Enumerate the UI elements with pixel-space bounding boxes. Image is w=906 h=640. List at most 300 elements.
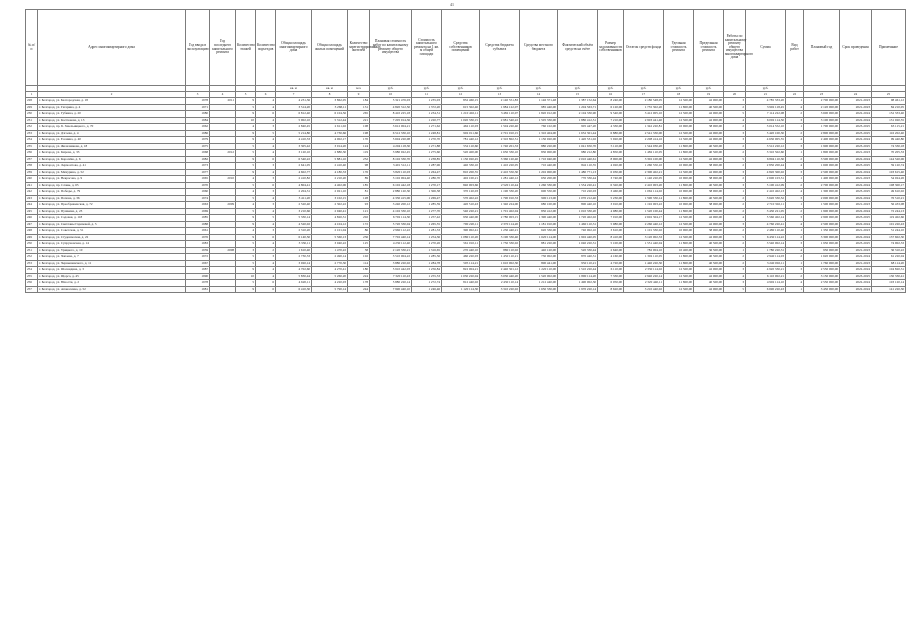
- address-cell: г. Белгород, ул. Светланы Горячевой, д. 5: [38, 221, 186, 228]
- table-cell: 1970: [186, 182, 210, 189]
- table-cell: 930 440,00: [442, 215, 480, 222]
- table-cell: 4: [256, 98, 276, 105]
- table-cell: 184: [348, 98, 370, 105]
- table-cell: 3 190 330,40: [480, 234, 520, 241]
- table-cell: 68 114,20: [872, 260, 906, 267]
- table-cell: 4 270,41: [312, 267, 348, 274]
- row-number-cell: 230: [26, 111, 38, 118]
- table-cell: 104 820,31: [872, 267, 906, 274]
- table-cell: 1 450 110,21: [480, 254, 520, 261]
- table-cell: 2022-2024: [840, 221, 872, 228]
- table-cell: 9: [236, 156, 256, 163]
- table-cell: 10 900,00: [664, 163, 694, 170]
- column-header: Остаток средств фонда: [624, 10, 664, 86]
- table-cell: 5 100 412,09: [746, 182, 786, 189]
- table-cell: 3 102 004,40: [370, 176, 412, 183]
- column-header: Предельная стоимость ремонта: [694, 10, 724, 86]
- page-number: 41: [450, 2, 454, 7]
- address-cell: г. Белгород, ул. Шаландина, д. 3: [38, 267, 186, 274]
- table-cell: 6 102 442,18: [370, 182, 412, 189]
- table-cell: 1986: [186, 130, 210, 137]
- table-cell: 5: [236, 208, 256, 215]
- table-cell: 1 372,20: [412, 104, 442, 111]
- table-cell: 1: [786, 260, 804, 267]
- table-cell: 4 850,00: [598, 150, 624, 157]
- table-cell: 1 254,36: [412, 234, 442, 241]
- table-cell: 3 401 512,11: [370, 163, 412, 170]
- table-cell: 2 410 402,13: [746, 189, 786, 196]
- table-cell: 1 600 000,00: [804, 163, 840, 170]
- table-cell: 3: [256, 254, 276, 261]
- table-cell: 124: [348, 143, 370, 150]
- table-cell: 462 110,03: [442, 124, 480, 131]
- row-number-cell: 251: [26, 247, 38, 254]
- table-cell: 144 520,06: [872, 156, 906, 163]
- table-cell: 5: [724, 286, 746, 293]
- table-cell: 172: [348, 221, 370, 228]
- column-number-cell: 13: [480, 92, 520, 98]
- table-cell: 1: [786, 150, 804, 157]
- table-cell: 4: [786, 280, 804, 287]
- table-cell: 2 021,10: [312, 189, 348, 196]
- table-cell: 1968: [186, 150, 210, 157]
- table-cell: 5: [236, 143, 256, 150]
- address-cell: г. Белгород, ул. Дзгоева, д. 4: [38, 130, 186, 137]
- table-cell: 6 110 002,21: [746, 273, 786, 280]
- table-cell: 2 940 220,14: [624, 273, 664, 280]
- table-cell: 108: [348, 124, 370, 131]
- table-cell: 2 210,20: [312, 176, 348, 183]
- table-header: [26, 10, 906, 98]
- column-number-cell: 1: [26, 92, 38, 98]
- column-header: Средства местного бюджета: [520, 10, 558, 86]
- table-cell: 3: [256, 163, 276, 170]
- table-cell: 6 140,50: [276, 234, 312, 241]
- table-cell: 4 920 330,21: [746, 267, 786, 274]
- table-cell: 6: [256, 280, 276, 287]
- unit-cell: чел.: [348, 86, 370, 92]
- table-cell: 2: [724, 202, 746, 209]
- column-header: Плановый год: [804, 10, 840, 86]
- table-cell: 3 610,00: [598, 228, 624, 235]
- table-cell: 4 231,36: [276, 98, 312, 105]
- table-cell: 6: [256, 111, 276, 118]
- table-cell: 2022-2024: [840, 195, 872, 202]
- table-cell: 2 520 110,44: [480, 182, 520, 189]
- table-cell: 9: [236, 221, 256, 228]
- column-number-cell: 9: [348, 92, 370, 98]
- table-cell: 11 800,00: [664, 254, 694, 261]
- table-cell: 1 652 301,44: [558, 130, 598, 137]
- address-cell: г. Белгород, ул. Апанасенко, д. 52: [38, 286, 186, 293]
- unit-cell: руб.: [624, 86, 664, 92]
- table-cell: 1 150 020,00: [520, 137, 558, 144]
- table-cell: 40 500,00: [694, 182, 724, 189]
- table-cell: 782 004,10: [624, 247, 664, 254]
- table-cell: 1 269,47: [412, 195, 442, 202]
- table-cell: 3 620 330,52: [746, 195, 786, 202]
- table-cell: 38 000,00: [694, 163, 724, 170]
- table-cell: 3: [786, 215, 804, 222]
- table-cell: 3 510 004,22: [370, 254, 412, 261]
- table-cell: 4 410,33: [276, 137, 312, 144]
- table-cell: 1 420 531,02: [558, 137, 598, 144]
- table-cell: 3: [786, 143, 804, 150]
- table-cell: 1 101 330,02: [624, 228, 664, 235]
- table-cell: 236: [348, 234, 370, 241]
- table-cell: 2 101,04: [312, 228, 348, 235]
- table-cell: 102: [348, 254, 370, 261]
- table-cell: 840 003,66: [442, 182, 480, 189]
- table-cell: 3 330,11: [276, 241, 312, 248]
- table-cell: 5 110,00: [598, 143, 624, 150]
- table-cell: 114: [348, 260, 370, 267]
- table-cell: 520 330,44: [558, 247, 598, 254]
- table-cell: 12 500,00: [664, 267, 694, 274]
- column-number-cell: 25: [872, 92, 906, 98]
- table-cell: 1 264,47: [412, 169, 442, 176]
- table-cell: 2: [724, 228, 746, 235]
- table-cell: 1 510 220,44: [558, 267, 598, 274]
- table-cell: 1 610 002,30: [480, 260, 520, 267]
- table-cell: 710 440,00: [520, 163, 558, 170]
- table-cell: 8 240,00: [598, 98, 624, 105]
- table-cell: 6 110,00: [598, 267, 624, 274]
- table-cell: 1 192 003,22: [624, 202, 664, 209]
- table-cell: 2021-2023: [840, 228, 872, 235]
- address-cell: г. Белгород, ул. Чернышевского, д. 11: [38, 260, 186, 267]
- table-cell: 40 500,00: [694, 150, 724, 157]
- table-cell: 6 804 110,30: [746, 156, 786, 163]
- table-cell: 2 780 003,15: [480, 215, 520, 222]
- table-cell: 141 220,30: [872, 286, 906, 293]
- column-header: Работы по капитальному ремонту общего имущества многоквартирного дома: [724, 10, 746, 86]
- row-number-cell: 238: [26, 163, 38, 170]
- column-header: Адрес многоквартирного дома: [38, 10, 186, 86]
- table-cell: 5 560 402,14: [746, 215, 786, 222]
- table-cell: 1974: [186, 195, 210, 202]
- table-cell: 11 800,00: [664, 104, 694, 111]
- column-header: Вид работ: [786, 10, 804, 86]
- table-cell: 40 500,00: [694, 195, 724, 202]
- table-cell: 7 114 222,08: [746, 111, 786, 118]
- address-cell: г. Белгород, ул. Юности, д. 2: [38, 280, 186, 287]
- table-cell: 1984: [186, 117, 210, 124]
- table-cell: 12 500,00: [664, 137, 694, 144]
- table-cell: 3: [256, 202, 276, 209]
- table-cell: 1 350 000,00: [804, 228, 840, 235]
- table-cell: 4: [256, 241, 276, 248]
- table-cell: 3: [724, 267, 746, 274]
- table-cell: 4: [256, 143, 276, 150]
- table-cell: 244: [348, 286, 370, 293]
- table-cell: 2021-2023: [840, 176, 872, 183]
- table-cell: 1 272,74: [412, 280, 442, 287]
- table-cell: 10 400,00: [664, 247, 694, 254]
- table-cell: 3: [724, 98, 746, 105]
- table-cell: 1 310 404,00: [520, 130, 558, 137]
- table-cell: 5 881,10: [312, 156, 348, 163]
- address-cell: г. Белгород, ул. Студенческая, д. 22: [38, 234, 186, 241]
- table-cell: 1: [786, 202, 804, 209]
- table-cell: 6 540,22: [276, 156, 312, 163]
- table-cell: 790 220,11: [442, 221, 480, 228]
- table-cell: 103 615,40: [872, 169, 906, 176]
- table-cell: 2 700 000,00: [804, 182, 840, 189]
- row-number-cell: 234: [26, 137, 38, 144]
- table-cell: 1 275,60: [412, 150, 442, 157]
- table-cell: 1962: [186, 124, 210, 131]
- table-cell: 42 000,00: [694, 273, 724, 280]
- table-cell: 905 447,20: [558, 124, 598, 131]
- table-cell: 4 820,31: [312, 215, 348, 222]
- unit-cell: руб.: [520, 86, 558, 92]
- table-cell: 116 202,40: [872, 130, 906, 137]
- table-cell: 6 512 330,10: [370, 130, 412, 137]
- table-cell: 3 300 000,00: [804, 234, 840, 241]
- table-cell: 1 387 152,64: [558, 98, 598, 105]
- table-cell: 5: [236, 195, 256, 202]
- table-cell: 1 780 220,31: [746, 247, 786, 254]
- row-number-cell: 255: [26, 273, 38, 280]
- table-cell: 70 205,33: [872, 150, 906, 157]
- table-cell: 2 602 304,17: [624, 215, 664, 222]
- column-header: Количество этажей: [236, 10, 256, 86]
- unit-cell: кв. м: [276, 86, 312, 92]
- table-cell: 1959: [186, 247, 210, 254]
- table-cell: 3 512 220,12: [746, 143, 786, 150]
- table-cell: 170: [348, 137, 370, 144]
- column-header: Год ввода в эксплуатацию: [186, 10, 210, 86]
- table-cell: 1 590 330,14: [624, 195, 664, 202]
- table-cell: 1 212 440,00: [520, 280, 558, 287]
- address-cell: г. Белгород, ул. Победы, д. 79: [38, 189, 186, 196]
- table-cell: 2 180 548,05: [624, 98, 664, 105]
- table-cell: 3: [256, 176, 276, 183]
- table-cell: 2022-2024: [840, 156, 872, 163]
- column-number-cell: 5: [236, 92, 256, 98]
- table-cell: 2023-2025: [840, 163, 872, 170]
- address-cell: г. Белгород, ул. Железнякова, д. 18: [38, 143, 186, 150]
- table-cell: 76 510,21: [872, 195, 906, 202]
- table-cell: 5 260,20: [312, 273, 348, 280]
- table-cell: 6 430 114,22: [746, 234, 786, 241]
- table-cell: 1978: [186, 280, 210, 287]
- table-cell: 3: [724, 280, 746, 287]
- table-cell: 198: [348, 130, 370, 137]
- table-cell: 440 120,00: [520, 247, 558, 254]
- table-cell: 38 000,00: [694, 189, 724, 196]
- table-cell: 2 640,00: [598, 247, 624, 254]
- table-cell: 5 100,00: [598, 241, 624, 248]
- table-cell: 4 104,12: [312, 221, 348, 228]
- table-cell: 4 804,41: [276, 182, 312, 189]
- table-cell: 2 520,40: [276, 202, 312, 209]
- address-cell: г. Белгород, ул. Чапаева, д. 7: [38, 254, 186, 261]
- table-cell: 4: [786, 163, 804, 170]
- table-cell: 5: [256, 130, 276, 137]
- address-cell: г. Белгород, ул. Лермонтова, д. 41: [38, 163, 186, 170]
- table-cell: 1 701 402,04: [480, 208, 520, 215]
- table-cell: 40 500,00: [694, 208, 724, 215]
- row-number-cell: 246: [26, 215, 38, 222]
- table-cell: 270 440,10: [442, 247, 480, 254]
- table-cell: 3 902 118,45: [746, 104, 786, 111]
- column-number-cell: 10: [370, 92, 412, 98]
- column-number-cell: 24: [840, 92, 872, 98]
- column-number-cell: 17: [624, 92, 664, 98]
- table-cell: 2023-2025: [840, 130, 872, 137]
- table-cell: 3 482 110,07: [480, 111, 520, 118]
- table-cell: 1983: [186, 241, 210, 248]
- table-cell: 1 504 220,40: [480, 124, 520, 131]
- table-cell: 6: [256, 156, 276, 163]
- table-cell: 1 505 330,00: [520, 117, 558, 124]
- table-cell: 2022-2024: [840, 234, 872, 241]
- table-cell: 1 720 402,02: [558, 215, 598, 222]
- table-cell: 420 510,43: [442, 202, 480, 209]
- table-cell: 9: [236, 169, 256, 176]
- table-cell: 4 102 330,10: [370, 208, 412, 215]
- column-number-cell: 12: [442, 92, 480, 98]
- table-cell: 5 880 220,14: [370, 280, 412, 287]
- table-cell: 12 500,00: [664, 130, 694, 137]
- table-cell: 1 020 330,15: [442, 117, 480, 124]
- table-cell: 42 000,00: [694, 215, 724, 222]
- address-cell: г. Белгород, ул. Пушкина, д. 23: [38, 208, 186, 215]
- table-cell: 2 400 000,00: [804, 137, 840, 144]
- table-cell: 1971: [186, 104, 210, 111]
- table-cell: 4: [786, 221, 804, 228]
- table-cell: 11 800,00: [664, 182, 694, 189]
- table-cell: 900 113,00: [520, 195, 558, 202]
- table-cell: 1 238,85: [412, 156, 442, 163]
- table-cell: 770 330,44: [558, 176, 598, 183]
- table-cell: 101 220,43: [872, 221, 906, 228]
- table-cell: 4: [256, 169, 276, 176]
- address-cell: г. Белгород, ул. Советская, д. 51: [38, 228, 186, 235]
- row-number-cell: 244: [26, 202, 38, 209]
- table-cell: 4 630 005,55: [746, 137, 786, 144]
- table-cell: 3: [724, 130, 746, 137]
- table-cell: 3 210,66: [276, 208, 312, 215]
- table-cell: 2 500 000,00: [804, 221, 840, 228]
- table-cell: 1 210 402,11: [442, 111, 480, 118]
- table-cell: 2 000 000,00: [804, 195, 840, 202]
- table-cell: 2 500 000,00: [804, 169, 840, 176]
- table-cell: 3 240 002,11: [746, 260, 786, 267]
- table-cell: 224: [348, 273, 370, 280]
- table-cell: 4 730,66: [312, 130, 348, 137]
- column-header: Удельная стоимость ремонта: [664, 10, 694, 86]
- table-cell: 2 410,82: [276, 176, 312, 183]
- table-cell: 5: [236, 260, 256, 267]
- table-cell: 2: [724, 143, 746, 150]
- table-cell: 180: [348, 267, 370, 274]
- table-cell: 8 900,00: [598, 156, 624, 163]
- table-cell: 880 220,00: [520, 143, 558, 150]
- table-cell: 2: [724, 163, 746, 170]
- table-cell: 1 190 330,20: [480, 189, 520, 196]
- row-number-cell: 245: [26, 208, 38, 215]
- column-number-cell: 22: [786, 92, 804, 98]
- table-cell: 9: [236, 234, 256, 241]
- row-number-cell: 233: [26, 130, 38, 137]
- table-cell: 1 260 330,00: [520, 182, 558, 189]
- table-cell: 3 040,22: [312, 241, 348, 248]
- table-cell: 3 430 221,05: [746, 208, 786, 215]
- table-cell: 2021-2023: [840, 260, 872, 267]
- table-cell: 2: [724, 104, 746, 111]
- address-cell: г. Белгород, ул. Костюкова, д. 13: [38, 117, 186, 124]
- table-cell: 4 602,77: [276, 169, 312, 176]
- table-cell: 10: [236, 117, 256, 124]
- table-cell: 1 520 100,44: [624, 208, 664, 215]
- unit-cell: руб.: [558, 86, 598, 92]
- table-cell: 40 500,00: [694, 260, 724, 267]
- table-cell: 1 410 220,05: [480, 163, 520, 170]
- unit-cell: руб.: [664, 86, 694, 92]
- row-number-cell: 241: [26, 182, 38, 189]
- table-cell: 185: [348, 182, 370, 189]
- table-cell: 5 321 476,03: [370, 98, 412, 105]
- table-cell: 6 104,56: [312, 111, 348, 118]
- table-cell: 520 400,00: [442, 150, 480, 157]
- table-cell: 137 602,30: [872, 234, 906, 241]
- row-number-cell: 236: [26, 150, 38, 157]
- table-cell: 7 320 110,43: [370, 273, 412, 280]
- row-number-cell: 249: [26, 234, 38, 241]
- table-cell: 1 480 771,13: [558, 169, 598, 176]
- table-cell: 6 410,30: [276, 286, 312, 293]
- table-cell: 2 204,31: [276, 189, 312, 196]
- table-cell: 3 450 000,00: [804, 286, 840, 293]
- table-cell: 4 902 114,10: [746, 280, 786, 287]
- table-cell: 1 700 000,00: [804, 124, 840, 131]
- table-cell: 1 230 440,21: [480, 228, 520, 235]
- table-cell: 40 500,00: [694, 143, 724, 150]
- table-cell: 1: [724, 247, 746, 254]
- table-cell: 9: [236, 111, 256, 118]
- table-cell: 221: [348, 117, 370, 124]
- table-cell: 680 100,00: [520, 202, 558, 209]
- table-cell: 552 110,60: [442, 143, 480, 150]
- table-cell: 8 410,00: [598, 234, 624, 241]
- table-cell: 3 600 000,00: [804, 111, 840, 118]
- table-cell: 880 110,02: [480, 247, 520, 254]
- table-cell: 2022-2024: [840, 137, 872, 144]
- column-number-cell: 16: [598, 92, 624, 98]
- address-cell: г. Белгород, ул. Супруновская, д. 14: [38, 241, 186, 248]
- table-cell: 121: [348, 208, 370, 215]
- table-cell: 1 281,33: [412, 228, 442, 235]
- table-cell: 7 205 014,36: [370, 117, 412, 124]
- row-number-cell: 240: [26, 176, 38, 183]
- table-cell: 12 500,00: [664, 273, 694, 280]
- table-cell: 2021-2023: [840, 202, 872, 209]
- column-number-cell: 4: [210, 92, 236, 98]
- table-cell: 1: [786, 176, 804, 183]
- table-cell: 4: [724, 117, 746, 124]
- table-cell: 2: [724, 150, 746, 157]
- table-cell: 6 050,00: [598, 280, 624, 287]
- row-number-cell: 248: [26, 228, 38, 235]
- row-number-cell: 243: [26, 195, 38, 202]
- table-cell: 89: [348, 176, 370, 183]
- table-cell: 1 256,84: [412, 267, 442, 274]
- address-cell: г. Белгород, пр. Славы, д. 65: [38, 182, 186, 189]
- table-cell: 850 412,00: [520, 208, 558, 215]
